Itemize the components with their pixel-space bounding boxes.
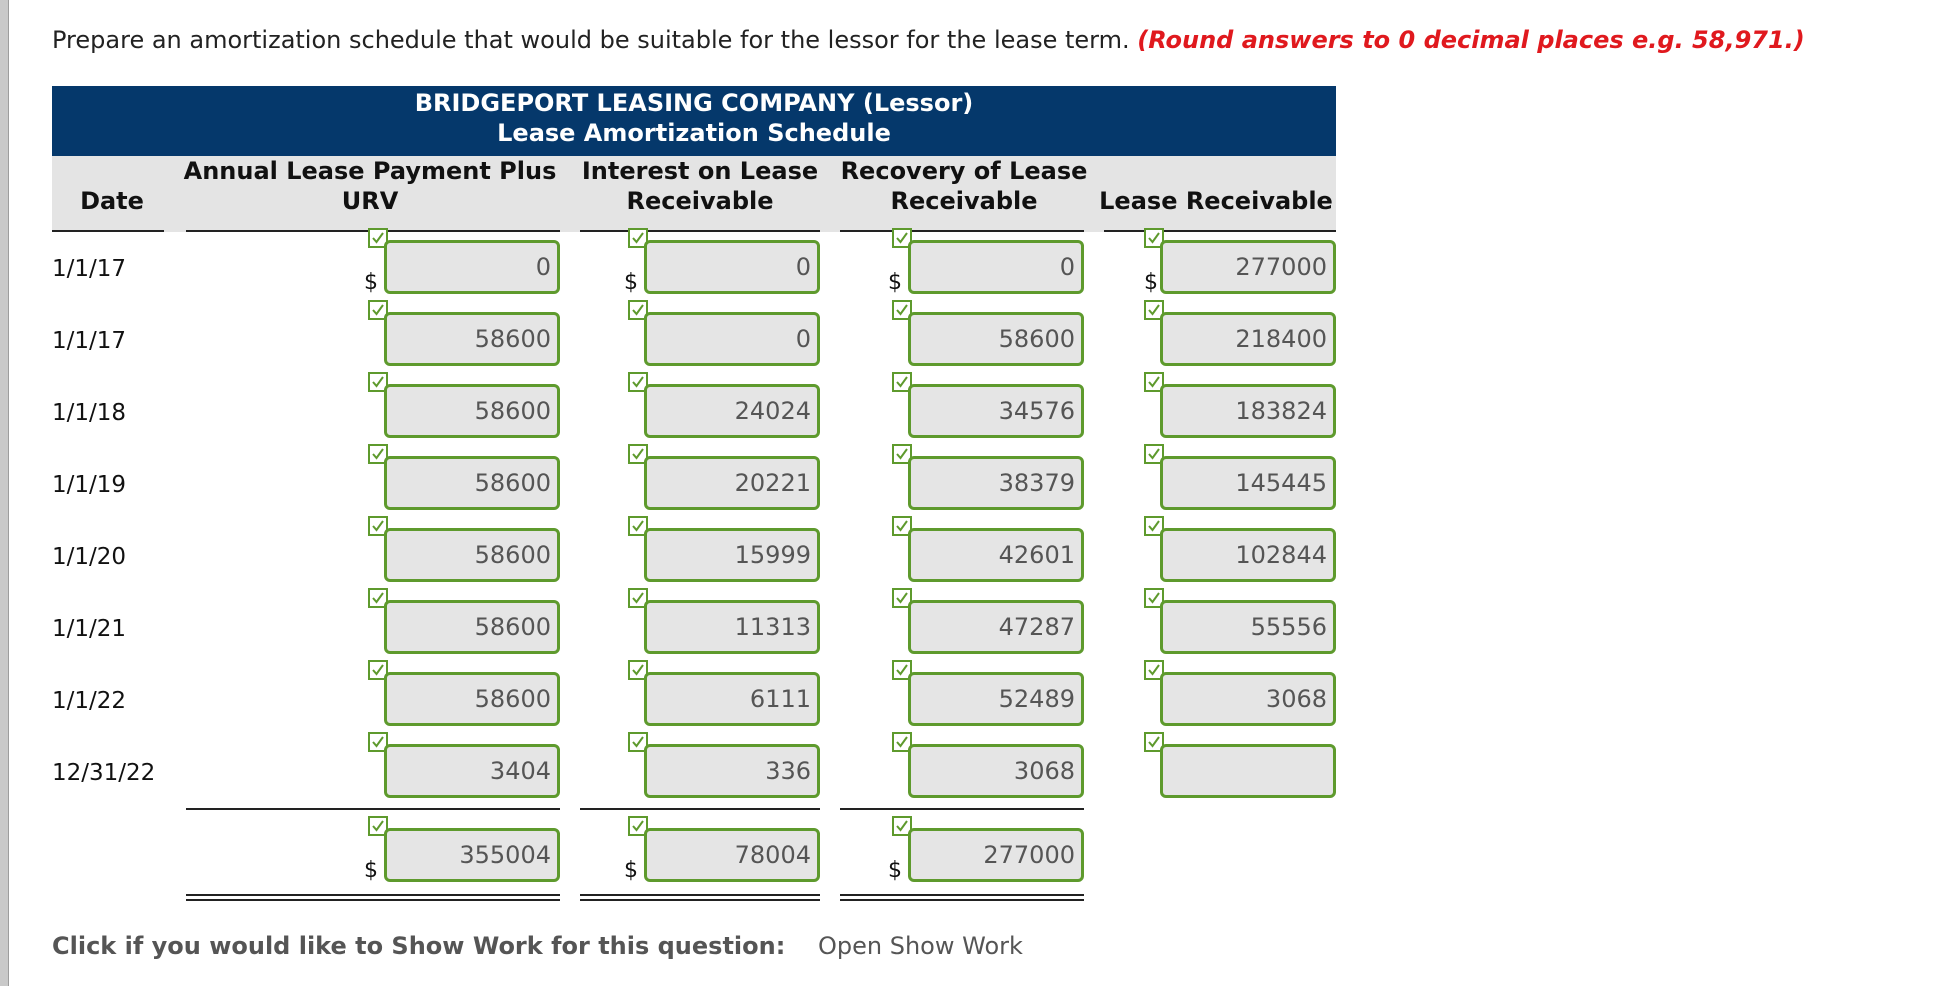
header-date: Date bbox=[80, 187, 144, 215]
interest-total-input[interactable]: 78004 bbox=[644, 828, 820, 882]
payment-input[interactable]: 58600 bbox=[384, 672, 560, 726]
header-underline-date bbox=[52, 230, 164, 232]
recovery-total-input[interactable]: 277000 bbox=[908, 828, 1084, 882]
row-date: 1/1/19 bbox=[52, 472, 127, 498]
receivable-input[interactable] bbox=[1160, 744, 1336, 798]
interest-input[interactable]: 336 bbox=[644, 744, 820, 798]
header-recovery-line2: Receivable bbox=[890, 187, 1038, 215]
header-underline-receivable bbox=[1104, 230, 1336, 232]
header-payment-line2: URV bbox=[341, 187, 399, 215]
header-interest-line2: Receivable bbox=[626, 187, 774, 215]
left-frame-border bbox=[0, 0, 9, 986]
interest-input[interactable]: 20221 bbox=[644, 456, 820, 510]
row-date: 12/31/22 bbox=[52, 760, 156, 786]
receivable-input[interactable]: 102844 bbox=[1160, 528, 1336, 582]
question-instruction bbox=[52, 26, 1805, 54]
header-payment-line1: Annual Lease Payment Plus bbox=[183, 157, 557, 185]
totals-double-rule-recovery bbox=[840, 894, 1084, 901]
receivable-dollar-sign: $ bbox=[1144, 270, 1158, 295]
header-recovery-line1: Recovery of Lease bbox=[840, 157, 1088, 185]
row-date: 1/1/20 bbox=[52, 544, 127, 570]
payment-input[interactable]: 58600 bbox=[384, 384, 560, 438]
recovery-input[interactable]: 38379 bbox=[908, 456, 1084, 510]
interest-input[interactable]: 0 bbox=[644, 240, 820, 294]
interest-input[interactable]: 6111 bbox=[644, 672, 820, 726]
recovery-input[interactable]: 42601 bbox=[908, 528, 1084, 582]
row-date: 1/1/17 bbox=[52, 256, 127, 282]
totals-double-rule-payment bbox=[186, 894, 560, 901]
show-work-prompt: Click if you would like to Show Work for this question: bbox=[52, 932, 786, 960]
payment-input[interactable]: 3404 bbox=[384, 744, 560, 798]
receivable-input[interactable]: 3068 bbox=[1160, 672, 1336, 726]
schedule-title-banner bbox=[52, 86, 1336, 156]
row-date: 1/1/21 bbox=[52, 616, 127, 642]
interest-total-dollar-sign: $ bbox=[624, 858, 638, 883]
interest-input[interactable]: 0 bbox=[644, 312, 820, 366]
recovery-input[interactable]: 52489 bbox=[908, 672, 1084, 726]
row-date: 1/1/22 bbox=[52, 688, 127, 714]
recovery-input[interactable]: 3068 bbox=[908, 744, 1084, 798]
open-show-work-link[interactable]: Open Show Work bbox=[818, 932, 1023, 960]
schedule-subtitle: Lease Amortization Schedule bbox=[497, 119, 891, 147]
payment-input[interactable]: 0 bbox=[384, 240, 560, 294]
recovery-input[interactable]: 58600 bbox=[908, 312, 1084, 366]
totals-rule-payment bbox=[186, 808, 560, 810]
row-date: 1/1/17 bbox=[52, 328, 127, 354]
recovery-input[interactable]: 0 bbox=[908, 240, 1084, 294]
header-interest-line1: Interest on Lease bbox=[581, 157, 819, 185]
totals-rule-recovery bbox=[840, 808, 1084, 810]
recovery-input[interactable]: 47287 bbox=[908, 600, 1084, 654]
recovery-input[interactable]: 34576 bbox=[908, 384, 1084, 438]
instruction-text: Prepare an amortization schedule that would be suitable for the lessor for the lease term. bbox=[52, 26, 1130, 54]
payment-input[interactable]: 58600 bbox=[384, 456, 560, 510]
rounding-note: (Round answers to 0 decimal places e.g. 58,971.) bbox=[1137, 26, 1805, 54]
receivable-input[interactable]: 145445 bbox=[1160, 456, 1336, 510]
header-underline-interest bbox=[580, 230, 820, 232]
interest-dollar-sign: $ bbox=[624, 270, 638, 295]
header-underline-recovery bbox=[840, 230, 1084, 232]
payment-input[interactable]: 58600 bbox=[384, 600, 560, 654]
receivable-input[interactable]: 277000 bbox=[1160, 240, 1336, 294]
payment-dollar-sign: $ bbox=[364, 270, 378, 295]
receivable-input[interactable]: 218400 bbox=[1160, 312, 1336, 366]
interest-input[interactable]: 11313 bbox=[644, 600, 820, 654]
receivable-input[interactable]: 55556 bbox=[1160, 600, 1336, 654]
interest-input[interactable]: 24024 bbox=[644, 384, 820, 438]
payment-input[interactable]: 58600 bbox=[384, 528, 560, 582]
row-date: 1/1/18 bbox=[52, 400, 127, 426]
payment-total-input[interactable]: 355004 bbox=[384, 828, 560, 882]
totals-rule-interest bbox=[580, 808, 820, 810]
recovery-dollar-sign: $ bbox=[888, 270, 902, 295]
header-lease-receivable: Lease Receivable bbox=[1099, 187, 1333, 215]
totals-double-rule-interest bbox=[580, 894, 820, 901]
payment-total-dollar-sign: $ bbox=[364, 858, 378, 883]
payment-input[interactable]: 58600 bbox=[384, 312, 560, 366]
recovery-total-dollar-sign: $ bbox=[888, 858, 902, 883]
interest-input[interactable]: 15999 bbox=[644, 528, 820, 582]
receivable-input[interactable]: 183824 bbox=[1160, 384, 1336, 438]
company-title: BRIDGEPORT LEASING COMPANY (Lessor) bbox=[414, 89, 974, 117]
